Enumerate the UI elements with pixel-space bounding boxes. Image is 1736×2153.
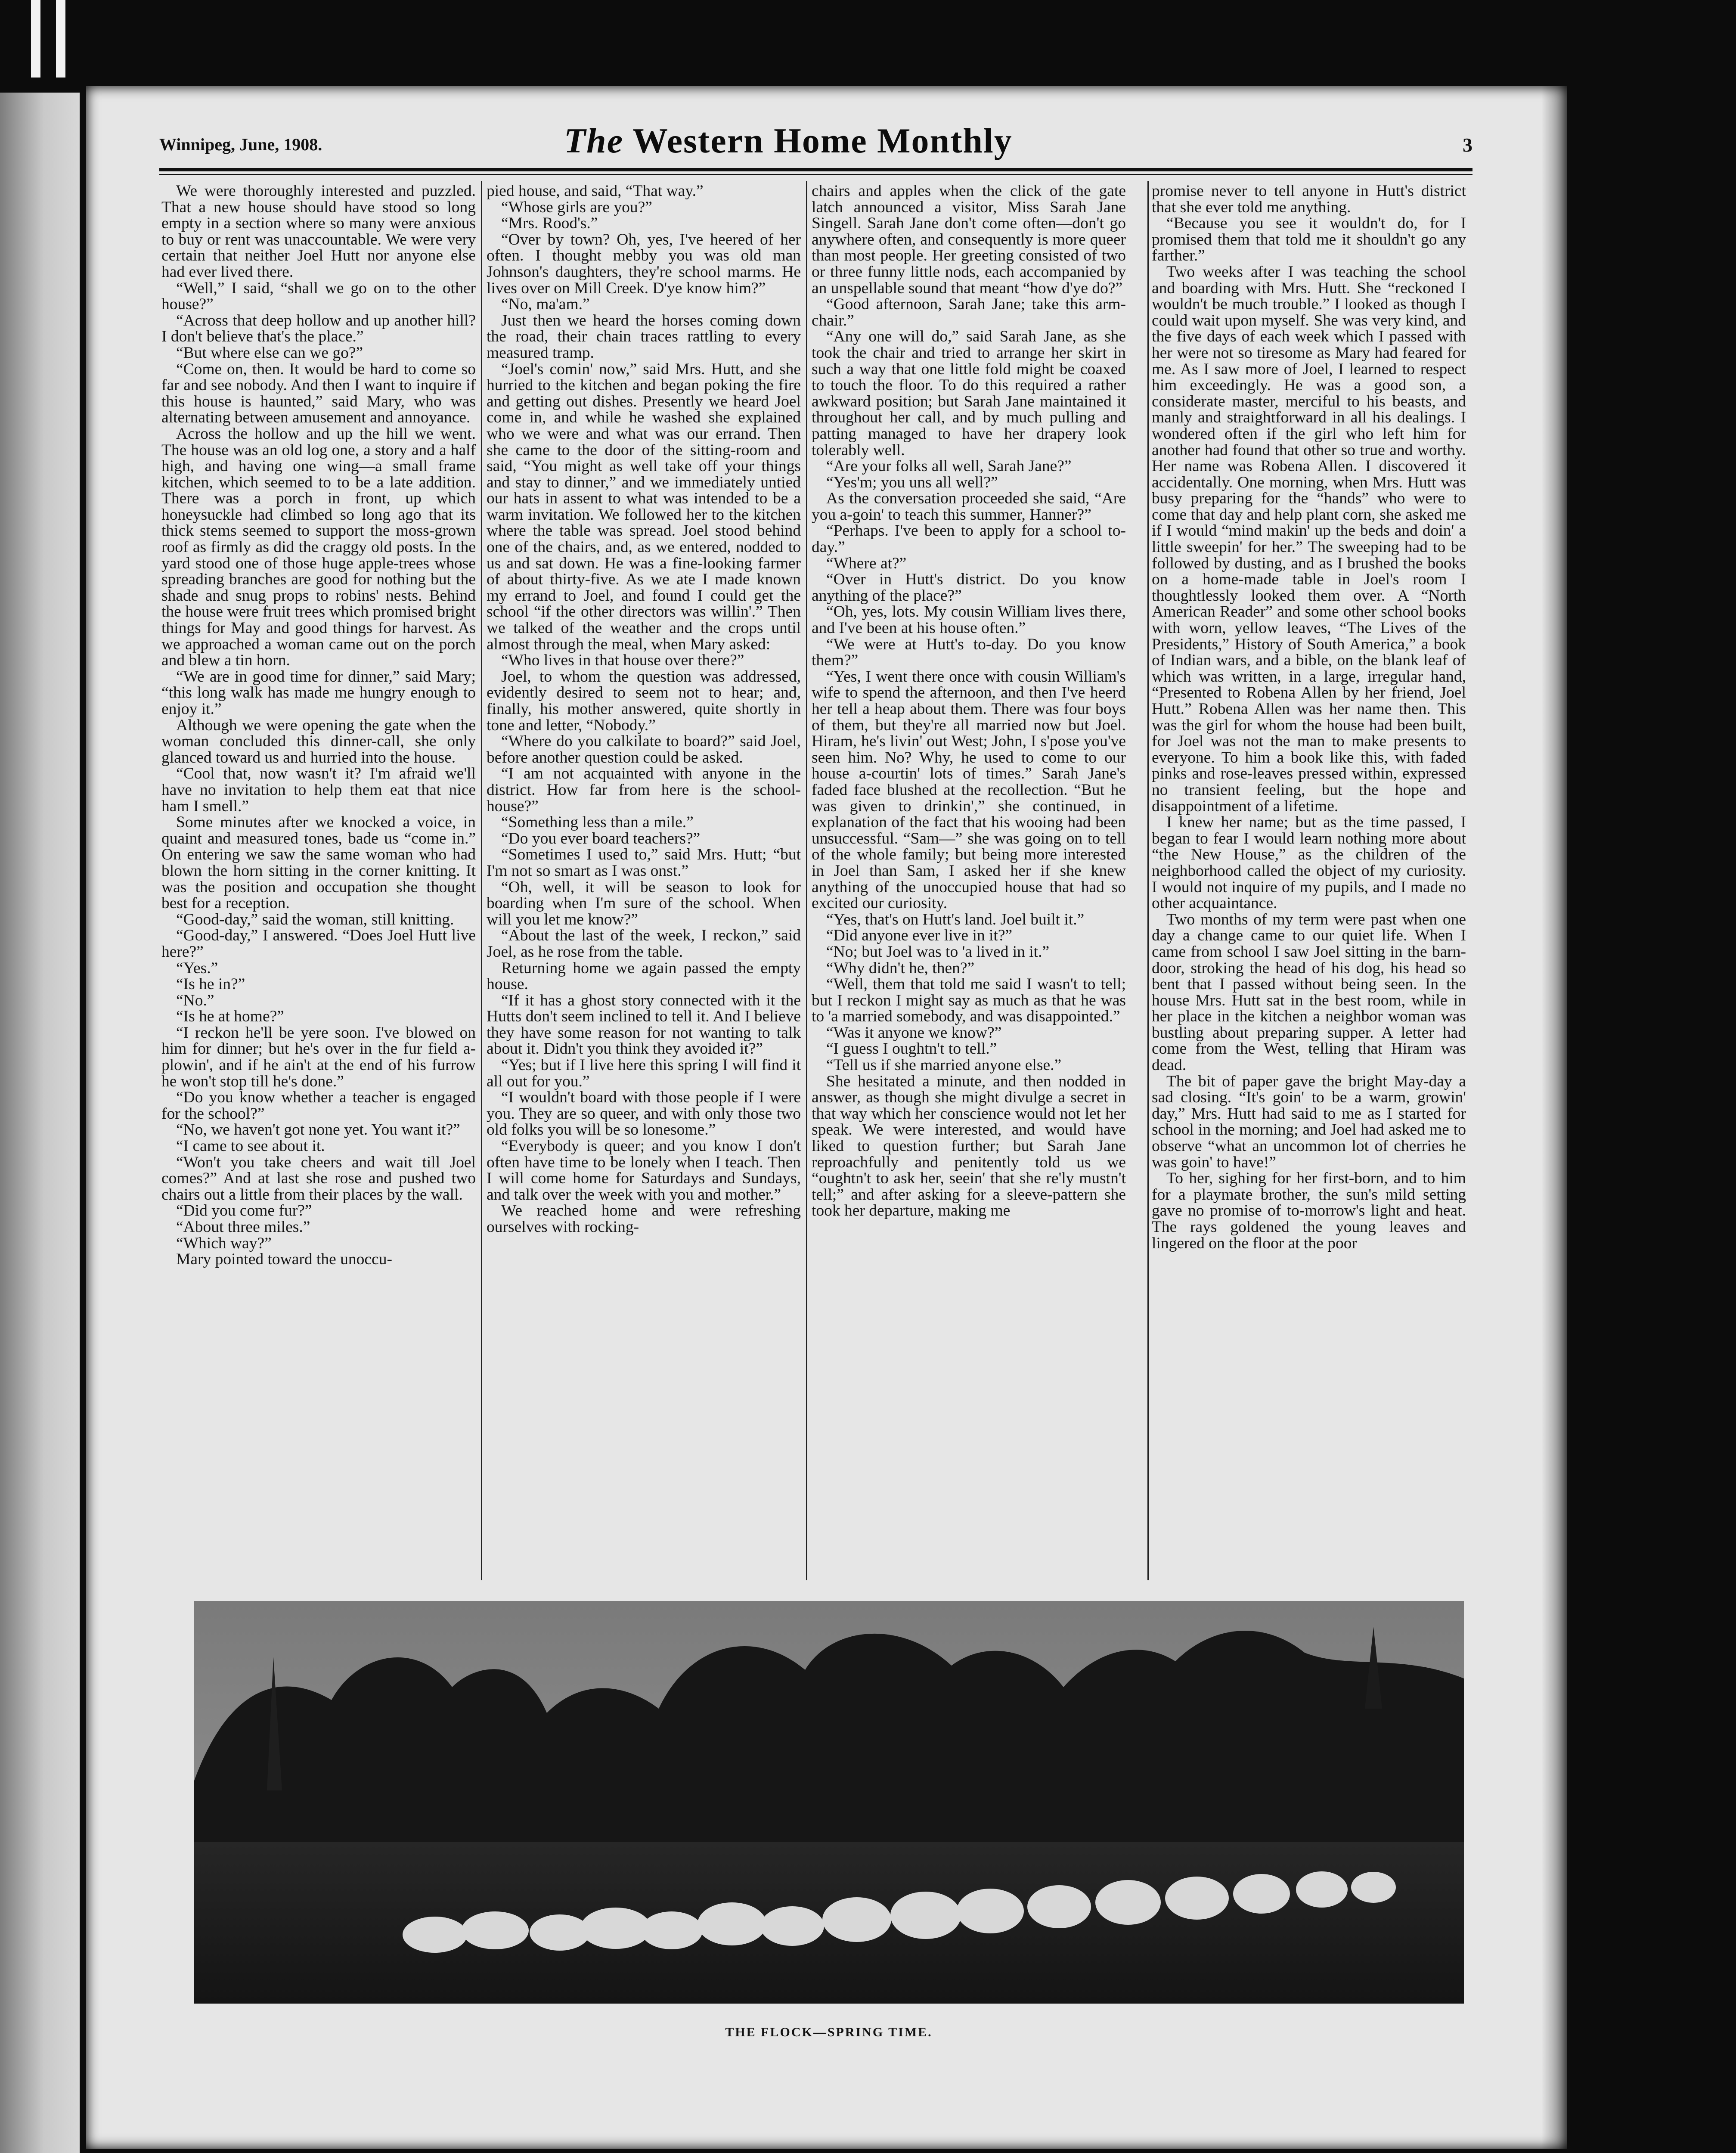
paragraph: To her, sighing for her first-born, and to him for a playmate brother, the sun's mild setting gave no promise of to-morrow's light and heat. The rays goldened the young leaves and lingered on the floor at the poor bbox=[1152, 1170, 1466, 1252]
text-column-2 bbox=[487, 183, 801, 1580]
sheep-pasture-image bbox=[194, 1601, 1464, 2004]
paragraph: I knew her name; but as the time passed, I began to fear I would learn nothing more about “the New House,” as the children of the neighborhood called the object of my curiosity. I would not inquire of my pupils, and I made no other acquaintance. bbox=[1152, 813, 1466, 912]
paragraph: “Yes'm; you uns all well?” bbox=[826, 473, 998, 491]
paragraph: “I guess I oughtn't to tell.” bbox=[826, 1040, 997, 1058]
paragraph: “No, we haven't got none yet. You want it?” bbox=[176, 1121, 460, 1139]
photo-caption: THE FLOCK—SPRING TIME. bbox=[725, 2025, 933, 2039]
paragraph: “About three miles.” bbox=[176, 1218, 310, 1236]
text-column-4 bbox=[1152, 183, 1466, 1580]
paragraph: “Yes, I went there once with cousin William's wife to spend the afternoon, and then I've heerd her tell a heap about them. There was four boys of them, but they're all married now but Joel. Hiram, he's livin' out West; John, I s'pose you've seen him. No? Why, he used to come to our house a-courtin' lots of times.” Sarah Jane's faded face blushed at the recollection. “But he was given to drinkin',” she continued, in explanation of the fact that his wooing had been unsuccessful. “Sam—” she was going on to tell of the whole family; but being more interested in Joel than Sam, I asked her if she knew anything of the unoccupied house that had so excited our curiosity. bbox=[812, 667, 1126, 912]
paragraph: “Mrs. Rood's.” bbox=[501, 214, 598, 233]
flock-photograph bbox=[194, 1601, 1464, 2004]
paragraph: “Is he at home?” bbox=[176, 1008, 284, 1026]
paragraph: As the conversation proceeded she said, “Are you a-goin' to teach this summer, Hanner?” bbox=[812, 490, 1126, 524]
paragraph: “Oh, well, it will be season to look for boarding when I'm sure of the school. When will you let me know?” bbox=[487, 878, 801, 928]
paragraph: “Something less than a mile.” bbox=[501, 813, 694, 831]
paragraph: “I came to see about it. bbox=[176, 1137, 325, 1155]
paragraph: “We are in good time for dinner,” said Mary; “this long walk has made me hungry enough to enjoy it.” bbox=[161, 667, 476, 718]
paragraph: “I reckon he'll be yere soon. I've blowed on him for dinner; but he's over in the fur field a-plowin', and if he ain't at the end of his furrow he won't stop till he's done.” bbox=[161, 1024, 476, 1090]
paragraph: Mary pointed toward the unoccu- bbox=[176, 1250, 392, 1269]
paragraph: “Do you ever board teachers?” bbox=[501, 829, 701, 847]
paragraph: “But where else can we go?” bbox=[176, 344, 363, 362]
paragraph: She hesitated a minute, and then nodded in answer, as though she might divulge a secret in that way which her conscience would not let her speak. We were interested, and would have liked to question further; but Sarah Jane reproachfully and penitently told us we “oughtn't to ask her, seein' that she re'ly mustn't tell;” and after asking for a sleeve-pattern she took her departure, making me bbox=[812, 1072, 1126, 1220]
paragraph: “Do you know whether a teacher is engaged for the school?” bbox=[161, 1089, 476, 1123]
paragraph: “Yes.” bbox=[176, 959, 218, 977]
paragraph: “Oh, yes, lots. My cousin William lives there, and I've been at his house often.” bbox=[812, 603, 1126, 637]
column-rule-3 bbox=[1147, 181, 1149, 1580]
column-rule-2 bbox=[806, 181, 807, 1580]
header-rule-thin bbox=[159, 174, 1472, 175]
masthead-title bbox=[564, 121, 1013, 161]
paragraph: Two months of my term were past when one day a change came to our quiet life. When I came from school I saw Joel sitting in the barn-door, stroking the head of his dog, his head so bent that I passed without being seen. In the house Mrs. Hutt sat in the best room, while in her place in the kitchen a neighbor woman was bustling about preparing supper. A letter had come from the West, telling that Hiram was dead. bbox=[1152, 910, 1466, 1074]
paragraph: “Tell us if she married anyone else.” bbox=[826, 1056, 1062, 1074]
paragraph: “Did you come fur?” bbox=[176, 1202, 312, 1220]
paragraph: “Why didn't he, then?” bbox=[826, 959, 975, 977]
paragraph: “Well, them that told me said I wasn't to tell; but I reckon I might say as much as that he was to 'a married somebody, and was disappointed.” bbox=[812, 975, 1126, 1026]
paragraph: “Joel's comin' now,” said Mrs. Hutt, and she hurried to the kitchen and began poking the fire and getting out dishes. Presently we heard Joel come in, and while he washed she explained who we were and what was our errand. Then she came to the door of the sitting-room and said, “You might as well take off your things and stay to dinner,” and we immediately untied our hats in assent to what was intended to be a warm invitation. We followed her to the kitchen where the table was spread. Joel stood behind one of the chairs, and, as we entered, nodded to us and sat down. He was a fine-looking farmer of about thirty-five. As we ate I made known my errand to Joel, and found I could get the school “if the other directors was willin'.” Then we talked of the weather and the crops until almost through the meal, when Mary asked: bbox=[487, 360, 801, 653]
masthead-the: The bbox=[564, 121, 624, 160]
paragraph: “Over by town? Oh, yes, I've heered of her often. I thought mebby you was old man Johnson's daughters, they're school marms. He lives over on Mill Creek. D'ye know him?” bbox=[487, 230, 801, 297]
paragraph: “Well,” I said, “shall we go on to the other house?” bbox=[161, 279, 476, 313]
paragraph: “Everybody is queer; and you know I don't often have time to be lonely when I teach. Then I will come home for Saturdays and Sundays, and talk over the week with you and mother.” bbox=[487, 1137, 801, 1204]
header-rule-thick bbox=[159, 168, 1472, 171]
paragraph: promise never to tell anyone in Hutt's district that she ever told me anything. bbox=[1152, 183, 1466, 216]
paragraph: chairs and apples when the click of the gate latch announced a visitor, Miss Sarah Jane Singell. Sarah Jane don't come often—don't go anywhere often, and consequently is more queer than most people. Her greeting consisted of two or three funny little nods, each accompanied by an unspellable sound that meant “how d'ye do?” bbox=[812, 183, 1126, 297]
paragraph: “Good afternoon, Sarah Jane; take this arm-chair.” bbox=[812, 295, 1126, 329]
paragraph: Across the hollow and up the hill we went. The house was an old log one, a story and a half high, and having one wing—a small frame kitchen, which seemed to to be a late addition. There was a porch in front, up which honeysuckle had climbed so long ago that its thick stems seemed to support the moss-grown roof as firmly as did the craggy old posts. In the yard stood one of those huge apple-trees whose spreading branches are good for nothing but the shade and snug props to robins' nests. Behind the house were fruit trees which promised bright things for May and good things for harvest. As we approached a woman came out on the porch and blew a tin horn. bbox=[161, 425, 476, 670]
paragraph: “Come on, then. It would be hard to come so far and see nobody. And then I want to inquire if this house is haunted,” said Mary, who was alternating between amusement and annoyance. bbox=[161, 360, 476, 427]
adjacent-page-edge bbox=[0, 93, 80, 2153]
paragraph: “Where do you calkilate to board?” said Joel, before another question could be asked. bbox=[487, 732, 801, 766]
text-column-1 bbox=[161, 183, 476, 1580]
paragraph: “Is he in?” bbox=[176, 975, 245, 993]
paragraph: “Over in Hutt's district. Do you know anything of the place?” bbox=[812, 571, 1126, 605]
paragraph: “Because you see it wouldn't do, for I promised them that told me it shouldn't go any farther.” bbox=[1152, 214, 1466, 265]
paragraph: “Sometimes I used to,” said Mrs. Hutt; “but I'm not so smart as I was onst.” bbox=[487, 846, 801, 880]
paragraph: “Who lives in that house over there?” bbox=[501, 651, 744, 670]
paragraph: We reached home and were refreshing ourselves with rocking- bbox=[487, 1202, 801, 1236]
paragraph: Two weeks after I was teaching the school and boarding with Mrs. Hutt. She “reckoned I wouldn't be much trouble.” I looked as though I could wait upon myself. She was very kind, and the five days of each week which I passed with her were not so tiresome as Mary had feared for me. As I saw more of Joel, I learned to respect him exceedingly. He was a good son, a considerate master, merciful to his beasts, and manly and straightforward in all his dealings. I wondered often if the girl who left him for another had found that other so true and worthy. Her name was Robena Allen. I discovered it accidentally. One morning, when Mrs. Hutt was busy preparing for the “hands” who were to come that day and help plant corn, she asked me if I would “mind makin' up the beds and doin' a little sweepin' for her.” The sweeping had to be followed by dusting, and as I brushed the books on a home-made table in Joel's room I thoughtlessly looked them over. A “North American Reader” and some other school books with worn, yellow leaves, “The Lives of the Presidents,” History of South America,” a book of Indian wars, and a bible, on the blank leaf of which was written, in a large, irregular hand, “Presented to Robena Allen by her friend, Joel Hutt.” Robena Allen was her name then. This was the girl for whom the house had been built, for Joel was not the man to make presents to everyone. To him a book like this, with faded pinks and rose-leaves pressed within, expressed no transient feeling, but the hope and disappointment of a lifetime. bbox=[1152, 263, 1466, 815]
paragraph: “We were at Hutt's to-day. Do you know them?” bbox=[812, 635, 1126, 670]
film-mark-top-1 bbox=[31, 0, 40, 78]
paragraph: We were thoroughly interested and puzzled. That a new house should have stood so long empty in a section where so many were anxious to buy or rent was unaccountable. We were very certain that neither Joel Hutt nor anyone else had ever lived there. bbox=[161, 183, 476, 281]
page-header bbox=[159, 116, 1472, 168]
paragraph: “Any one will do,” said Sarah Jane, as she took the chair and tried to arrange her skirt in such a way that one little fold might be coaxed to touch the floor. To do this required a rather awkward position; but Sarah Jane maintained it throughout her call, and by much pulling and patting managed to have her drapery look tolerably well. bbox=[812, 328, 1126, 459]
paragraph: “Perhaps. I've been to apply for a school to-day.” bbox=[812, 522, 1126, 556]
paragraph: The bit of paper gave the bright May-day a sad closing. “It's goin' to be a warm, growin' day,” Mrs. Hutt had said to me as I started for school in the morning; and Joel had asked me to observe “what an uncommon lot of cherries he was goin' to have!” bbox=[1152, 1072, 1466, 1171]
paragraph: “Across that deep hollow and up another hill? I don't believe that's the place.” bbox=[161, 311, 476, 346]
paragraph: “Are your folks all well, Sarah Jane?” bbox=[826, 457, 1072, 475]
paragraph: “Good-day,” said the woman, still knitting. bbox=[176, 910, 454, 928]
paragraph: Returning home we again passed the empty house. bbox=[487, 959, 801, 993]
paragraph: “No.” bbox=[176, 991, 214, 1009]
paragraph: “I am not acquainted with anyone in the district. How far from here is the school-house?” bbox=[487, 765, 801, 815]
paragraph: “Cool that, now wasn't it? I'm afraid we'll have no invitation to help them eat that nice ham I smell.” bbox=[161, 765, 476, 815]
paragraph: “No, ma'am.” bbox=[501, 295, 590, 313]
text-column-3 bbox=[812, 183, 1126, 1580]
page-number: 3 bbox=[1463, 134, 1472, 156]
paragraph: Joel, to whom the question was addressed, evidently desired to seem not to hear; and, finally, his mother answered, quite shortly in tone and letter, “Nobody.” bbox=[487, 667, 801, 734]
film-mark-top-2 bbox=[56, 0, 65, 78]
paragraph: “Yes; but if I live here this spring I will find it all out for you.” bbox=[487, 1056, 801, 1090]
paragraph: pied house, and said, “That way.” bbox=[487, 183, 704, 200]
paragraph: “No; but Joel was to 'a lived in it.” bbox=[826, 943, 1050, 961]
column-rule-1 bbox=[481, 181, 482, 1580]
paragraph: Although we were opening the gate when the woman concluded this dinner-call, she only glanced toward us and hurried into the house. bbox=[161, 716, 476, 766]
paragraph: “Where at?” bbox=[826, 554, 907, 572]
paragraph: “Which way?” bbox=[176, 1234, 272, 1252]
paragraph: “I wouldn't board with those people if I were you. They are so queer, and with only those two old folks you will be so lonesome.” bbox=[487, 1089, 801, 1139]
paragraph: “About the last of the week, I reckon,” said Joel, as he rose from the table. bbox=[487, 927, 801, 961]
paragraph: Some minutes after we knocked a voice, in quaint and measured tones, bade us “come in.” On entering we saw the same woman who had blown the horn sitting in the corner knitting. It was the position and occupation she thought best for a reception. bbox=[161, 813, 476, 912]
paragraph: Just then we heard the horses coming down the road, their chain traces rattling to every measured tramp. bbox=[487, 311, 801, 362]
paragraph: “Was it anyone we know?” bbox=[826, 1024, 1002, 1042]
paragraph: “If it has a ghost story connected with it the Hutts don't seem inclined to tell it. And I believe they have some reason for not wanting to talk about it. Didn't you think they avoided it?” bbox=[487, 991, 801, 1058]
paragraph: “Yes, that's on Hutt's land. Joel built it.” bbox=[826, 910, 1085, 928]
paragraph: “Whose girls are you?” bbox=[501, 198, 652, 216]
paragraph: “Won't you take cheers and wait till Joel comes?” And at last she rose and pushed two chairs out a little from their places by the wall. bbox=[161, 1153, 476, 1204]
page-edge-shadow bbox=[1541, 86, 1567, 2149]
paragraph: “Did anyone ever live in it?” bbox=[826, 927, 1013, 945]
paragraph: “Good-day,” I answered. “Does Joel Hutt live here?” bbox=[161, 927, 476, 961]
place-date: Winnipeg, June, 1908. bbox=[159, 135, 322, 154]
masthead-name: Western Home Monthly bbox=[632, 121, 1013, 160]
